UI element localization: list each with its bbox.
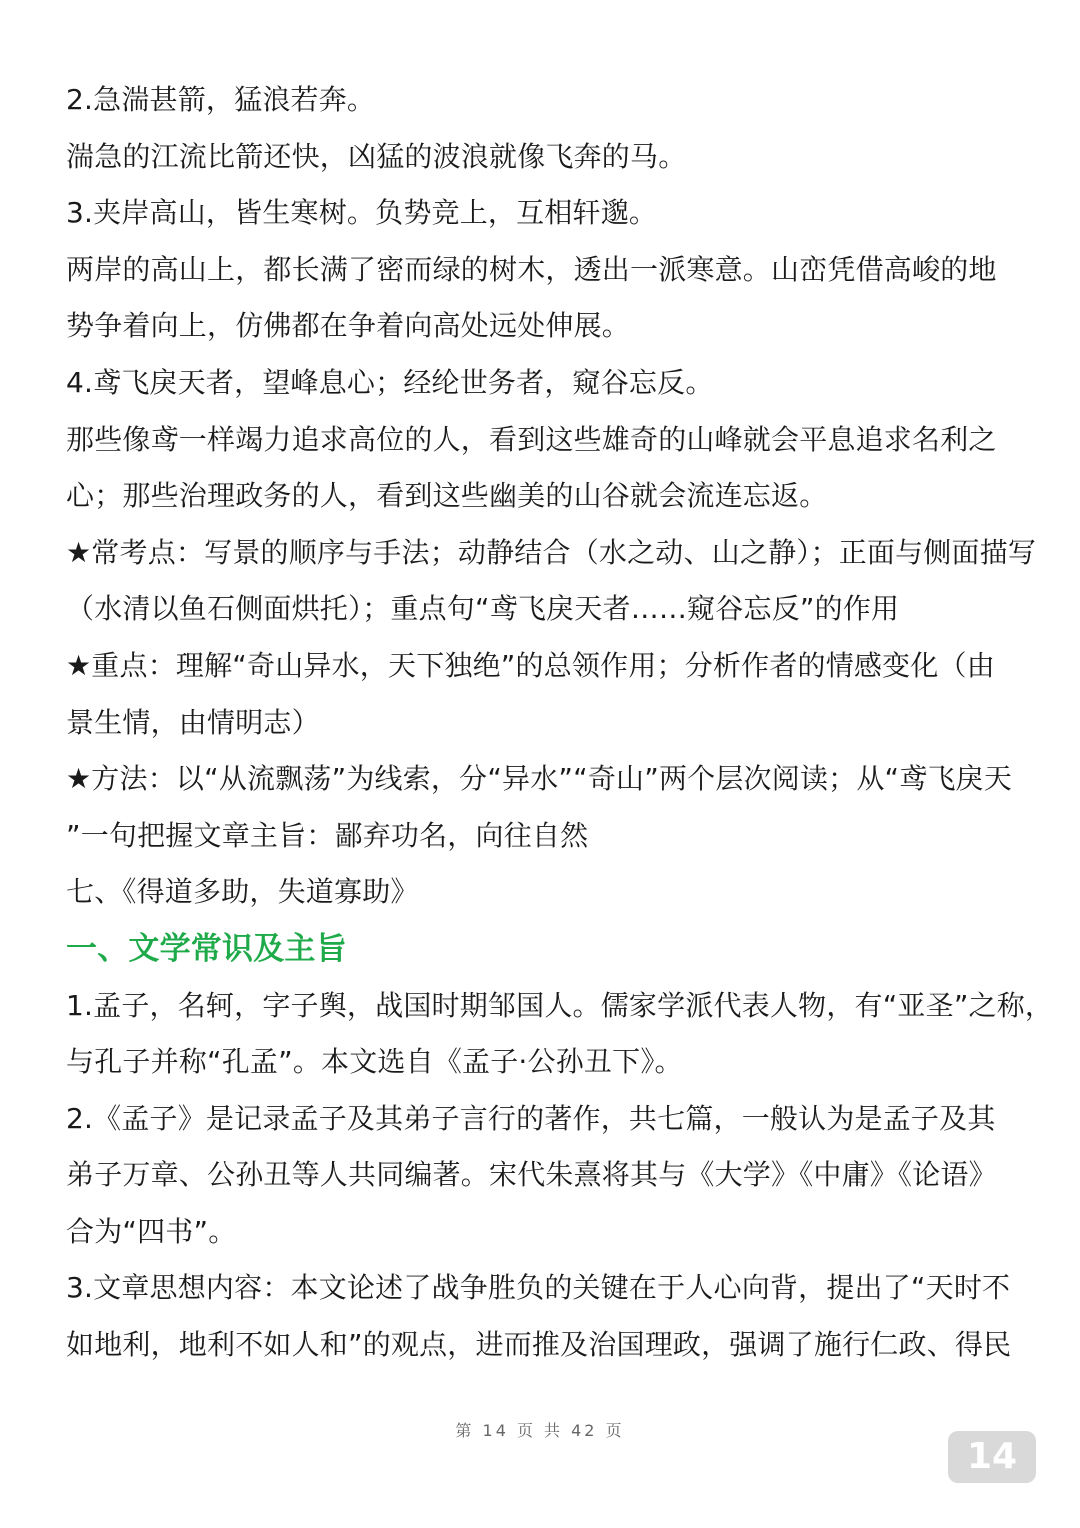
text-line: 2.《孟子》是记录孟子及其弟子言行的著作，共七篇，一般认为是孟子及其 — [66, 1101, 996, 1135]
text-line: 与孔子并称“孔孟”。本文选自《孟子·公孙丑下》。 — [66, 1045, 683, 1079]
text-line: 势争着向上，仿佛都在争着向高处远处伸展。 — [66, 309, 631, 343]
text-line: 合为“四书”。 — [66, 1214, 237, 1248]
section-heading: 一、文学常识及主旨 — [66, 930, 347, 967]
text-line: 3.夹岸高山，皆生寒树。负势竞上，互相轩邈。 — [66, 196, 658, 230]
text-line: 4.鸢飞戾天者，望峰息心；经纶世务者，窥谷忘反。 — [66, 365, 714, 399]
method-line: ”一句把握文章主旨：鄙弃功名，向往自然 — [66, 818, 589, 852]
method-line: ★方法：以“从流飘荡”为线索，分“异水”“奇山”两个层次阅读；从“鸢飞戾天 — [66, 762, 1013, 796]
text-line: 如地利，地利不如人和”的观点，进而推及治国理政，强调了施行仁政、得民 — [66, 1328, 1012, 1362]
text-line: 那些像鸢一样竭力追求高位的人，看到这些雄奇的山峰就会平息追求名利之 — [66, 422, 997, 456]
document-body — [66, 72, 1054, 1374]
chapter-title: 七、《得道多助，失道寡助》 — [66, 875, 419, 909]
text-line: 2.急湍甚箭，猛浪若奔。 — [66, 83, 376, 116]
text-line: 3.文章思想内容：本文论述了战争胜负的关键在于人心向背，提出了“天时不 — [66, 1271, 1011, 1305]
text-line: 湍急的江流比箭还快，凶猛的波浪就像飞奔的马。 — [66, 139, 687, 173]
key-point-line: 景生情，由情明志） — [66, 705, 320, 739]
text-line: 心；那些治理政务的人，看到这些幽美的山谷就会流连忘返。 — [66, 479, 828, 513]
key-point-line: ★重点：理解“奇山异水，天下独绝”的总领作用；分析作者的情感变化（由 — [66, 648, 995, 682]
key-point-line: ★常考点：写景的顺序与手法；动静结合（水之动、山之静）；正面与侧面描写 — [66, 535, 1037, 569]
key-point-line: （水清以鱼石侧面烘托）；重点句“鸢飞戾天者……窥谷忘反”的作用 — [66, 592, 900, 626]
text-line: 1.孟子，名轲，字子舆，战国时期邹国人。儒家学派代表人物，有“亚圣”之称， — [66, 988, 1054, 1022]
page-number-badge: 14 — [948, 1431, 1036, 1483]
text-line: 弟子万章、公孙丑等人共同编著。宋代朱熹将其与《大学》《中庸》《论语》 — [66, 1158, 997, 1192]
text-line: 两岸的高山上，都长满了密而绿的树木，透出一派寒意。山峦凭借高峻的地 — [66, 252, 997, 286]
page-footer: 第 14 页 共 42 页 — [455, 1421, 625, 1440]
